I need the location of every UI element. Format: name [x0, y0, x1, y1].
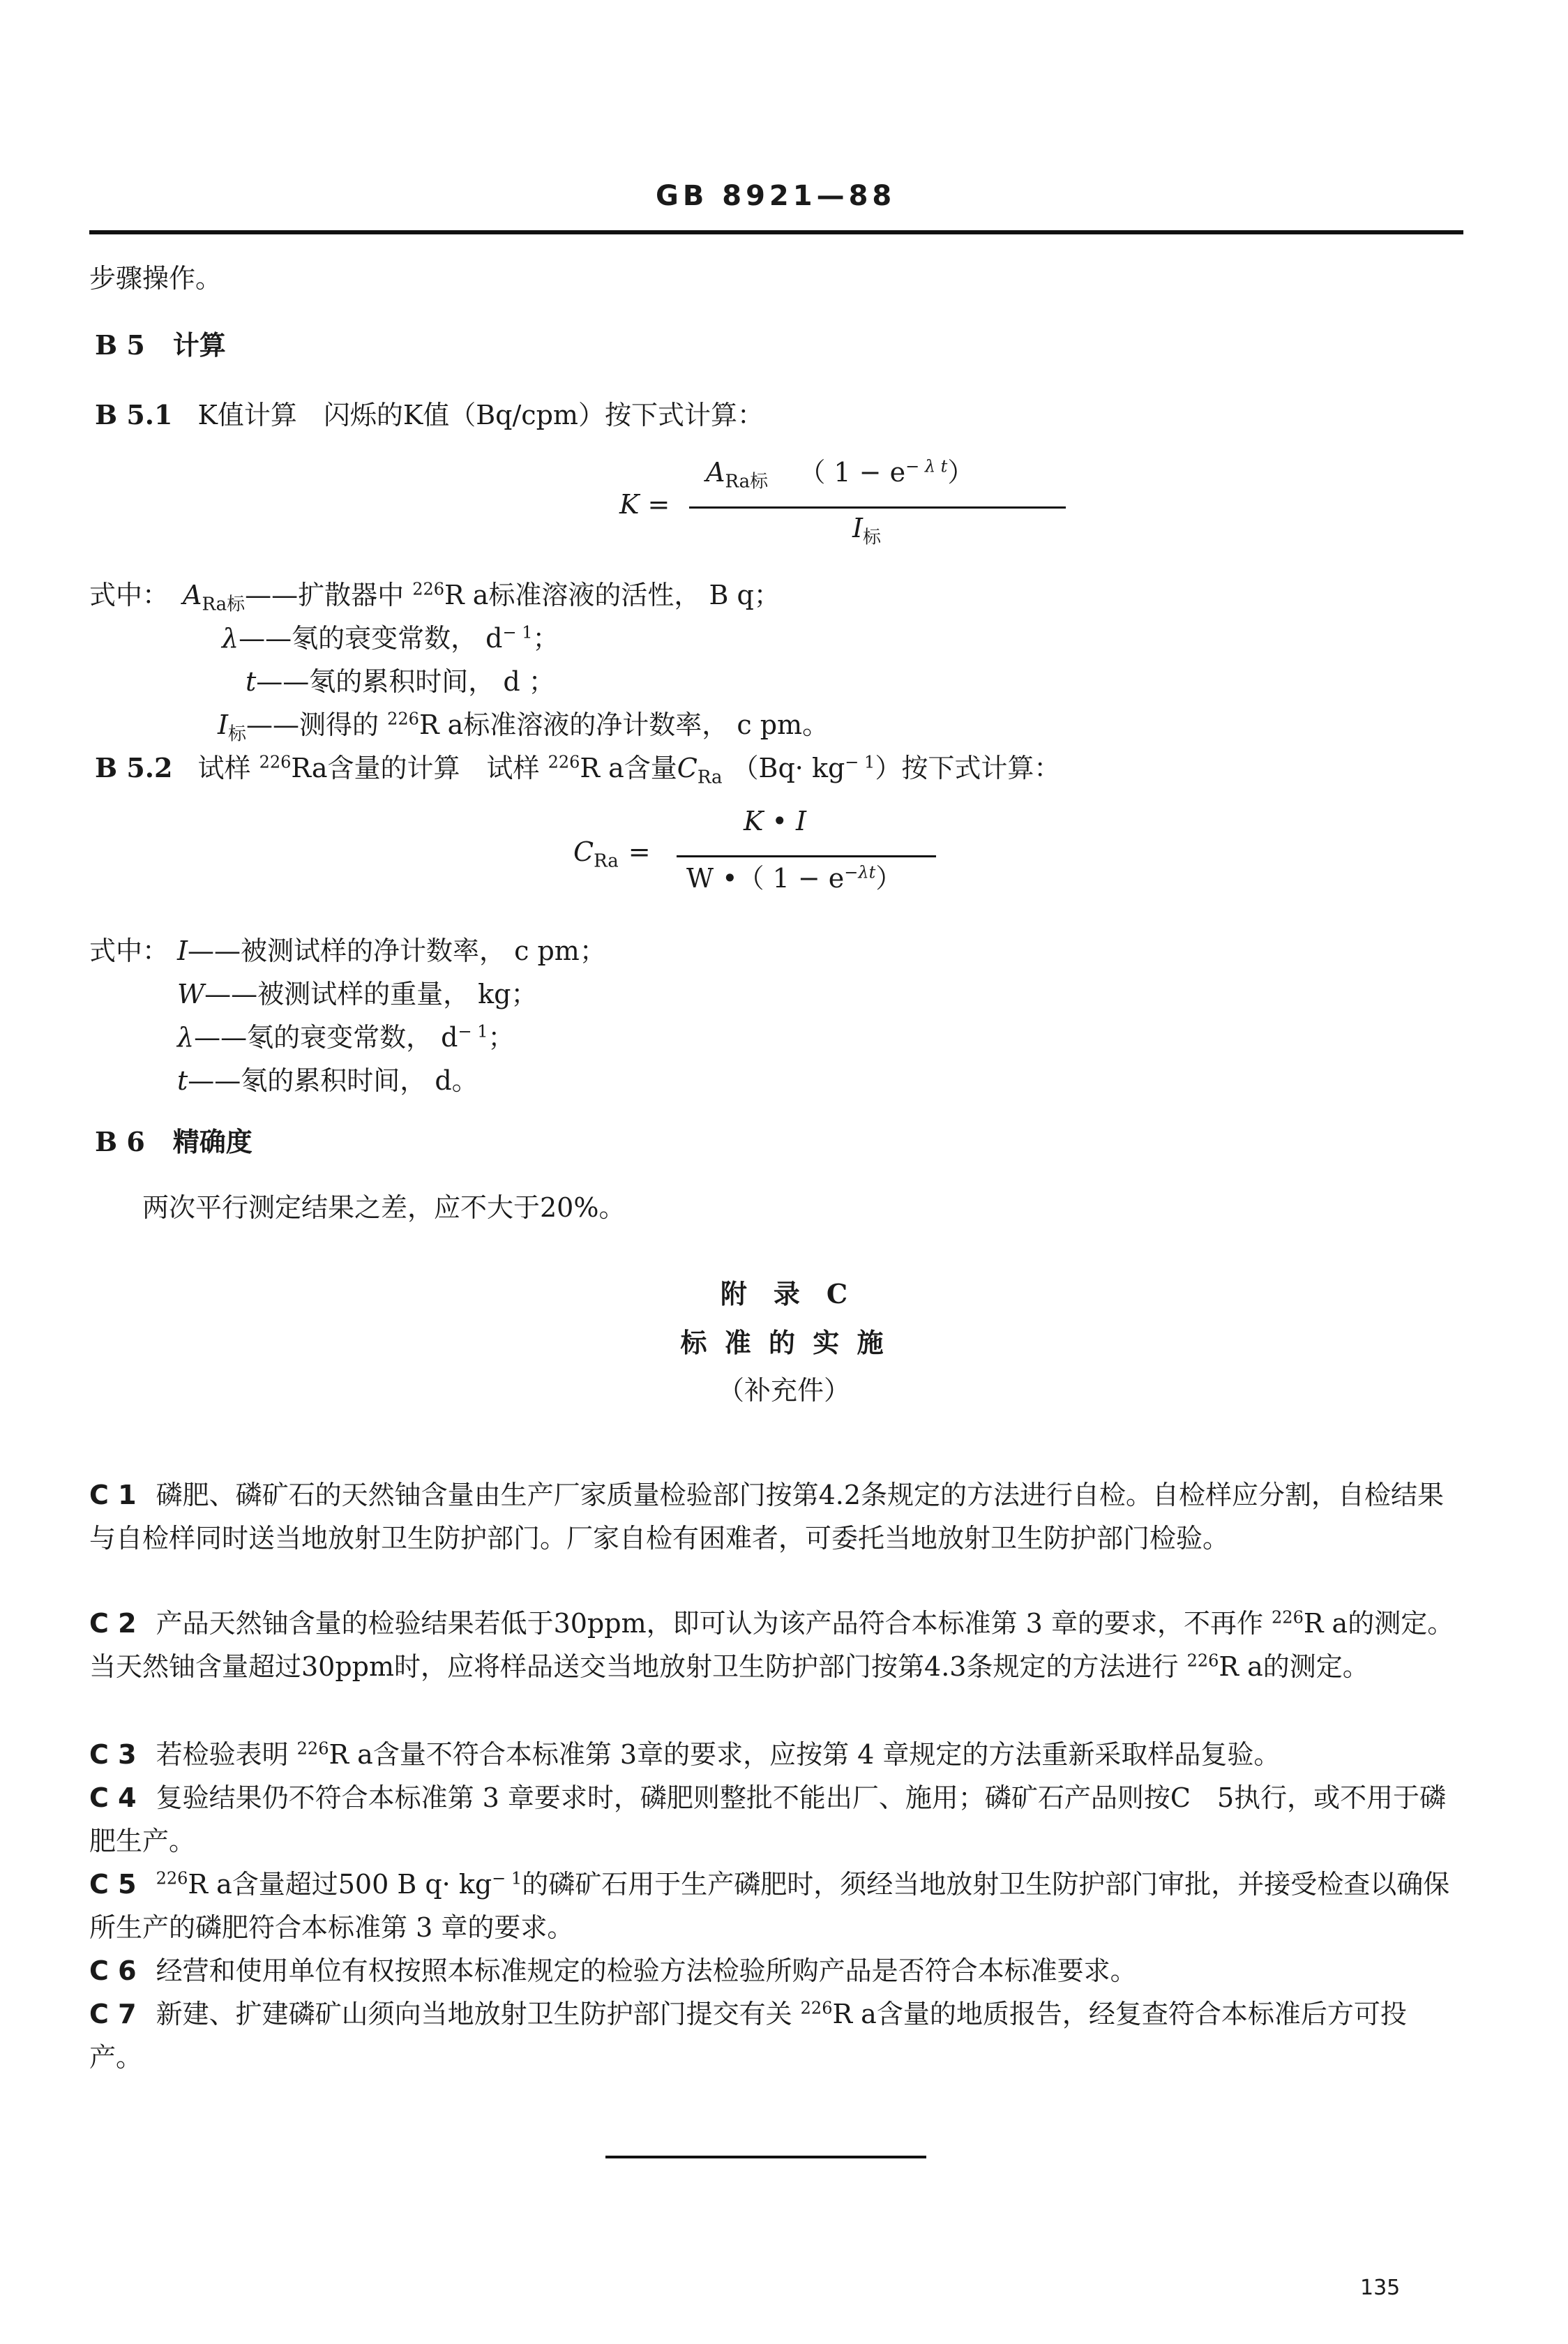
where2-item: t——氡的累积时间， d。 — [177, 1065, 478, 1096]
formula2-numerator: K • I — [744, 806, 806, 836]
clause-b51-text: K值计算 闪烁的K值（Bq/cpm）按下式计算： — [197, 400, 764, 430]
section-b5-title: 计算 — [172, 329, 226, 361]
appendix-subtitle: 标 准 的 实 施 — [680, 1327, 888, 1358]
clause-c3: C 3 若检验表明 $^{226}$R a含量不符合本标准第 3章的要求，应按第 4 章规定的方法重新采取样品复验。 — [89, 1738, 1281, 1770]
clause-b51 — [95, 396, 764, 434]
clause-c2: C 2 产品天然铀含量的检验结果若低于30ppm，即可认为该产品符合本标准第 3 章的要求，不再作 $^{226}$R a的测定。当天然铀含量超过30ppm时，应将样品送交当地放射卫生防护部门按第4.3条规定的方法进行 $^{226}$R a的测定。 — [89, 1607, 1454, 1682]
where1-item: t——氡的累积时间， d ； — [246, 666, 555, 697]
where2-prefix: 式中： — [89, 936, 169, 966]
standard-code-header: GB 8921—88 — [656, 180, 896, 212]
end-rule — [605, 2156, 926, 2158]
section-b6-number: B 6 — [95, 1126, 145, 1157]
formula1-numerator: $A_{Ra标}$ （ $1 - e^{- \lambda t}$） — [706, 456, 974, 493]
clause-c5: C 5 $^{226}$R a含量超过500 B $q\cdot kg^{- 1}$的磷矿石用于生产磷肥时，须经当地放射卫生防护部门审批，并接受检查以确保所生产的磷肥符合本标准第 3 章的要求。 — [89, 1868, 1450, 1943]
clause-b51-number: B 5.1 — [95, 399, 173, 430]
section-b5-number: B 5 — [95, 329, 145, 361]
formula1-fraction-bar — [689, 506, 1066, 509]
header-rule — [89, 230, 1463, 234]
section-b6-title: 精确度 — [172, 1126, 252, 1157]
formula2-denominator: W •（ $1 - e^{-\lambda t}$） — [686, 862, 903, 894]
clause-c1: C 1 磷肥、磷矿石的天然铀含量由生产厂家质量检验部门按第4.2条规定的方法进行自检。自检样应分割，自检结果与自检样同时送当地放射卫生防护部门。厂家自检有困难者，可委托当地放射卫生防护部门检验。 — [89, 1480, 1445, 1554]
page-number: 135 — [1360, 2276, 1401, 2300]
formula2-fraction-bar — [677, 855, 936, 857]
section-b6-text: 两次平行测定结果之差，应不大于20%。 — [142, 1192, 626, 1223]
appendix-note: （补充件） — [717, 1375, 850, 1406]
where1-item: λ——氡的衰变常数， $d^{- 1}$； — [222, 622, 559, 654]
where2-item: I——被测试样的净计数率， c pm； — [177, 936, 606, 966]
section-b6-heading — [95, 1123, 252, 1161]
appendix-title: 附 录 C — [720, 1278, 848, 1309]
clause-c7: C 7 新建、扩建磷矿山须向当地放射卫生防护部门提交有关 $^{226}$R a含量的地质报告，经复查符合本标准后方可投产。 — [89, 1998, 1407, 2073]
clause-c6: C 6 经营和使用单位有权按照本标准规定的检验方法检验所购产品是否符合本标准要求。 — [89, 1955, 1137, 1986]
where1-prefix: 式中： — [89, 580, 169, 610]
clause-c4: C 4 复验结果仍不符合本标准第 3 章要求时，磷肥则整批不能出厂、施用；磷矿石产品则按C 5执行，或不用于磷肥生产。 — [89, 1782, 1447, 1856]
where2-item: W——被测试样的重量， kg； — [177, 979, 538, 1009]
formula2-lhs: $C_{Ra}$ = — [573, 836, 651, 872]
intro-line: 步骤操作。 — [89, 263, 223, 294]
formula1-lhs: K = — [619, 489, 670, 520]
formula1-denominator: $I_标$ — [852, 513, 882, 548]
section-b5-heading — [95, 326, 226, 364]
where1-item: $I_标——$测得的 $^{226}$R a标准溶液的净计数率， c pm。 — [218, 709, 829, 745]
clause-b52-number: B 5.2 — [95, 752, 173, 783]
clause-b52: B 5.2 试样 $^{226}$Ra含量的计算 试样 $^{226}$R a含量$C_{Ra}$ $(Bq\cdot kg^{- 1})$按下式计算： — [95, 752, 1061, 788]
where1-item: $A_{Ra标}——$扩散器中 $^{226}$R a标准溶液的活性， B q； — [183, 579, 781, 615]
where2-item: λ——氡的衰变常数， $d^{- 1}$； — [177, 1021, 515, 1053]
